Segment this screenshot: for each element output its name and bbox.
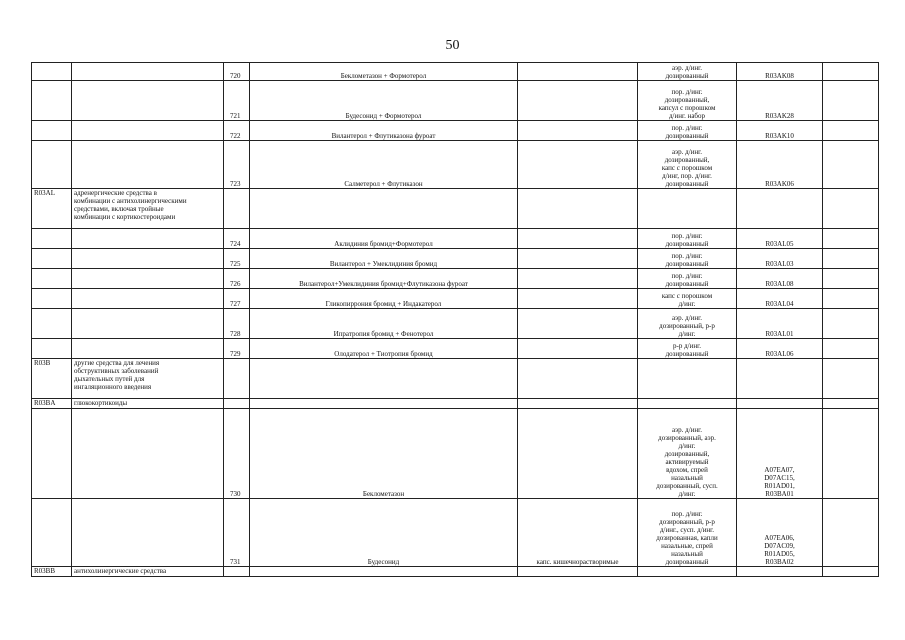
group-name [72,499,224,567]
atc-group-code [32,81,72,121]
table-row [32,339,879,359]
row-number: 728 [224,309,250,339]
drug-name: Олодатерол + Тиотропия бромид [250,339,518,359]
row-number: 727 [224,289,250,309]
special-form [518,289,638,309]
group-name [72,141,224,189]
atc-group-code [32,63,72,81]
drug-name: Ипратропия бромид + Фенотерол [250,309,518,339]
group-name: глюкокортикоиды [72,399,224,409]
special-form: капс. кишечнорастворимые [518,499,638,567]
special-form [518,339,638,359]
drug-name: Салметерол + Флутиказон [250,141,518,189]
group-name [72,81,224,121]
atc-group-code [32,269,72,289]
empty-cell [823,309,879,339]
atc-code: R03AL03 [737,249,823,269]
atc-code [737,359,823,399]
group-name: адренергические средства в комбинации с антихолинергическими средствами, включая тройные комбинации с кортикостероидами [72,189,224,229]
dosage-form [638,567,737,577]
drug-name: Будесонид [250,499,518,567]
empty-cell [823,409,879,499]
atc-code: A07EA06, D07AC09, R01AD05, R03BA02 [737,499,823,567]
atc-group-code: R03AL [32,189,72,229]
row-number [224,399,250,409]
empty-cell [823,269,879,289]
dosage-form: пор. д/инг. дозированный [638,249,737,269]
atc-group-code [32,229,72,249]
row-number: 720 [224,63,250,81]
empty-cell [823,567,879,577]
dosage-form: р-р д/инг. дозированный [638,339,737,359]
empty-cell [823,121,879,141]
page-number: 50 [445,38,460,53]
row-number: 729 [224,339,250,359]
drug-name [250,359,518,399]
empty-cell [823,249,879,269]
special-form [518,359,638,399]
atc-code: R03AL01 [737,309,823,339]
group-name [72,339,224,359]
empty-cell [823,81,879,121]
table-row [32,141,879,189]
drug-name: Вилантерол + Флутиказона фуроат [250,121,518,141]
empty-cell [823,189,879,229]
drug-name [250,189,518,229]
special-form [518,121,638,141]
dosage-form: капс с порошком д/инг. [638,289,737,309]
table-row [32,567,879,577]
atc-code: R03AL05 [737,229,823,249]
atc-group-code [32,141,72,189]
row-number: 726 [224,269,250,289]
atc-group-code [32,289,72,309]
empty-cell [823,289,879,309]
atc-group-code [32,409,72,499]
dosage-form: аэр. д/инг. дозированный [638,63,737,81]
empty-cell [823,339,879,359]
special-form [518,409,638,499]
table-row [32,289,879,309]
row-number [224,359,250,399]
group-name: антихолинергические средства [72,567,224,577]
atc-group-code: R03BA [32,399,72,409]
empty-cell [823,63,879,81]
table-row [32,499,879,567]
group-name [72,289,224,309]
row-number: 724 [224,229,250,249]
table-row [32,409,879,499]
atc-group-code [32,121,72,141]
atc-group-code [32,249,72,269]
special-form [518,229,638,249]
row-number: 730 [224,409,250,499]
drug-name: Будесонид + Формотерол [250,81,518,121]
dosage-form: аэр. д/инг. дозированный, капс с порошком д/инг, пор. д/инг. дозированный [638,141,737,189]
atc-group-code: R03BB [32,567,72,577]
group-name: другие средства для лечения обструктивных заболеваний дыхательных путей для ингаляционного введения [72,359,224,399]
special-form [518,567,638,577]
special-form [518,141,638,189]
group-name [72,249,224,269]
drug-name: Аклидиния бромид+Формотерол [250,229,518,249]
dosage-form [638,399,737,409]
dosage-form: пор. д/инг. дозированный [638,229,737,249]
atc-code: R03AL06 [737,339,823,359]
group-name [72,309,224,339]
atc-group-code [32,309,72,339]
table-row [32,63,879,81]
row-number: 722 [224,121,250,141]
table-row [32,309,879,339]
group-name [72,63,224,81]
dosage-form: аэр. д/инг. дозированный, аэр. д/инг. дозированный, активируемый вдохом, спрей назальный дозированный, сусп. д/инг. [638,409,737,499]
special-form [518,249,638,269]
atc-code [737,189,823,229]
atc-group-code [32,499,72,567]
atc-code: A07EA07, D07AC15, R01AD01, R03BA01 [737,409,823,499]
drug-table [31,62,879,577]
drug-name: Гликопиррония бромид + Индакатерол [250,289,518,309]
table-row [32,121,879,141]
drug-name: Вилантерол + Умеклидиния бромид [250,249,518,269]
row-number: 721 [224,81,250,121]
dosage-form: пор. д/инг. дозированный, капсул с порошком д/инг. набор [638,81,737,121]
dosage-form [638,189,737,229]
dosage-form: пор. д/инг. дозированный [638,269,737,289]
row-number [224,567,250,577]
table-row [32,399,879,409]
row-number: 725 [224,249,250,269]
empty-cell [823,141,879,189]
dosage-form: пор. д/инг. дозированный [638,121,737,141]
row-number: 723 [224,141,250,189]
atc-code: R03AK10 [737,121,823,141]
special-form [518,269,638,289]
group-name [72,409,224,499]
atc-code: R03AL08 [737,269,823,289]
group-name [72,229,224,249]
atc-code: R03AK08 [737,63,823,81]
atc-code [737,399,823,409]
row-number [224,189,250,229]
special-form [518,399,638,409]
table-row [32,359,879,399]
dosage-form: пор. д/инг. дозированный, р-р д/инг., сусп. д/инг. дозированная, капли назальные, спрей назальный дозированный [638,499,737,567]
drug-name [250,399,518,409]
table-row [32,189,879,229]
atc-code: R03AL04 [737,289,823,309]
drug-name [250,567,518,577]
table-row [32,229,879,249]
empty-cell [823,229,879,249]
group-name [72,121,224,141]
dosage-form: аэр. д/инг. дозированный, р-р д/инг. [638,309,737,339]
atc-code [737,567,823,577]
table-row [32,249,879,269]
special-form [518,189,638,229]
group-name [72,269,224,289]
drug-name: Беклометазон [250,409,518,499]
drug-name: Беклометазон + Формотерол [250,63,518,81]
atc-code: R03AK28 [737,81,823,121]
special-form [518,309,638,339]
table-row [32,81,879,121]
drug-name: Вилантерол+Умеклидиния бромид+Флутиказона фуроат [250,269,518,289]
special-form [518,81,638,121]
table-row [32,269,879,289]
empty-cell [823,499,879,567]
empty-cell [823,359,879,399]
empty-cell [823,399,879,409]
atc-group-code: R03B [32,359,72,399]
dosage-form [638,359,737,399]
row-number: 731 [224,499,250,567]
atc-group-code [32,339,72,359]
atc-code: R03AK06 [737,141,823,189]
special-form [518,63,638,81]
